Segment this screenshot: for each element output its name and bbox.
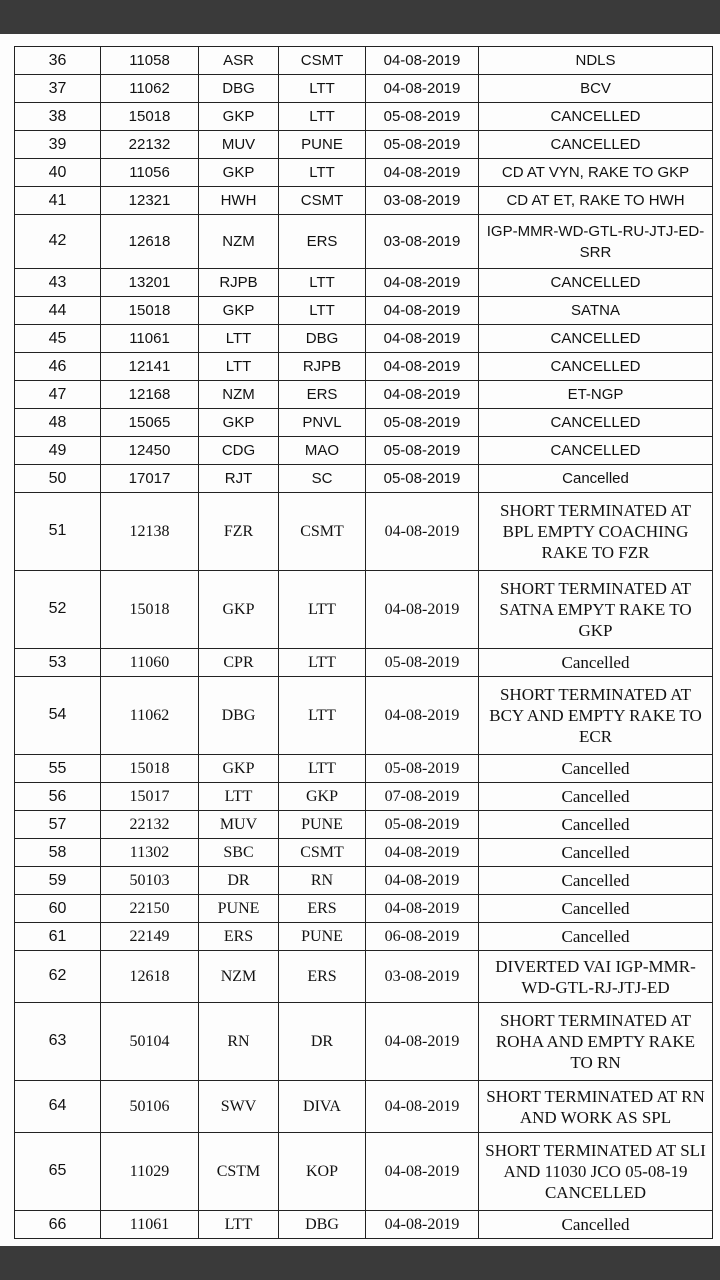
cell-date: 04-08-2019 (366, 47, 479, 75)
cell-train: 11062 (101, 677, 199, 755)
cell-train: 12450 (101, 437, 199, 465)
cell-remark: Cancelled (479, 465, 713, 493)
table-row (15, 325, 713, 353)
cell-date: 04-08-2019 (366, 895, 479, 923)
cell-train: 11029 (101, 1133, 199, 1211)
table-row (15, 1003, 713, 1081)
cell-date: 04-08-2019 (366, 493, 479, 571)
cell-date: 04-08-2019 (366, 839, 479, 867)
cell-to: ERS (279, 895, 366, 923)
cell-sno: 37 (15, 75, 101, 103)
cell-date: 04-08-2019 (366, 1211, 479, 1239)
cell-from: SBC (199, 839, 279, 867)
cell-date: 05-08-2019 (366, 811, 479, 839)
cell-remark: Cancelled (479, 923, 713, 951)
cell-remark: ET-NGP (479, 381, 713, 409)
table-row (15, 269, 713, 297)
cell-sno: 48 (15, 409, 101, 437)
cell-from: ASR (199, 47, 279, 75)
cell-from: RJT (199, 465, 279, 493)
cell-to: ERS (279, 951, 366, 1003)
cell-date: 04-08-2019 (366, 381, 479, 409)
cell-remark: Cancelled (479, 811, 713, 839)
cell-from: SWV (199, 1081, 279, 1133)
cell-remark: Cancelled (479, 1211, 713, 1239)
table-row (15, 159, 713, 187)
cell-from: RN (199, 1003, 279, 1081)
cell-date: 04-08-2019 (366, 1133, 479, 1211)
cell-remark: CD AT VYN, RAKE TO GKP (479, 159, 713, 187)
table-row (15, 493, 713, 571)
table-body (15, 47, 713, 1239)
cell-train: 17017 (101, 465, 199, 493)
table-row (15, 571, 713, 649)
cell-sno: 46 (15, 353, 101, 381)
cell-sno: 45 (15, 325, 101, 353)
cell-train: 15018 (101, 297, 199, 325)
table-row (15, 755, 713, 783)
cell-sno: 61 (15, 923, 101, 951)
cell-remark: CANCELLED (479, 325, 713, 353)
cell-train: 11060 (101, 649, 199, 677)
cell-remark: CANCELLED (479, 353, 713, 381)
cell-to: ERS (279, 215, 366, 269)
cell-to: KOP (279, 1133, 366, 1211)
cell-from: GKP (199, 297, 279, 325)
cell-to: PUNE (279, 811, 366, 839)
cell-to: LTT (279, 269, 366, 297)
cell-to: CSMT (279, 47, 366, 75)
table-row (15, 75, 713, 103)
cell-remark: CD AT ET, RAKE TO HWH (479, 187, 713, 215)
cell-train: 12141 (101, 353, 199, 381)
cell-sno: 44 (15, 297, 101, 325)
cell-to: CSMT (279, 839, 366, 867)
cell-sno: 41 (15, 187, 101, 215)
cell-date: 05-08-2019 (366, 649, 479, 677)
cell-sno: 40 (15, 159, 101, 187)
cell-train: 11058 (101, 47, 199, 75)
cell-train: 50104 (101, 1003, 199, 1081)
cell-remark: CANCELLED (479, 409, 713, 437)
table-row (15, 951, 713, 1003)
cell-train: 15018 (101, 571, 199, 649)
cell-remark: SHORT TERMINATED AT SATNA EMPYT RAKE TO GKP (479, 571, 713, 649)
table-row (15, 677, 713, 755)
cell-train: 12618 (101, 951, 199, 1003)
cell-to: DBG (279, 325, 366, 353)
cell-sno: 39 (15, 131, 101, 159)
cell-remark: SHORT TERMINATED AT RN AND WORK AS SPL (479, 1081, 713, 1133)
table-row (15, 47, 713, 75)
cell-sno: 54 (15, 677, 101, 755)
cell-sno: 58 (15, 839, 101, 867)
cell-sno: 49 (15, 437, 101, 465)
cell-to: ERS (279, 381, 366, 409)
cell-remark: SHORT TERMINATED AT BCY AND EMPTY RAKE TO ECR (479, 677, 713, 755)
cell-remark: BCV (479, 75, 713, 103)
cell-from: GKP (199, 755, 279, 783)
table-row (15, 895, 713, 923)
cell-train: 15017 (101, 783, 199, 811)
cell-sno: 63 (15, 1003, 101, 1081)
cell-date: 04-08-2019 (366, 75, 479, 103)
cell-remark: SHORT TERMINATED AT BPL EMPTY COACHING RAKE TO FZR (479, 493, 713, 571)
bottom-bar (0, 1246, 720, 1280)
cell-remark: DIVERTED VAI IGP-MMR-WD-GTL-RJ-JTJ-ED (479, 951, 713, 1003)
train-status-table (14, 46, 713, 1239)
cell-remark: CANCELLED (479, 269, 713, 297)
table-row (15, 187, 713, 215)
table-row (15, 1133, 713, 1211)
cell-sno: 59 (15, 867, 101, 895)
cell-sno: 57 (15, 811, 101, 839)
cell-sno: 42 (15, 215, 101, 269)
cell-train: 11056 (101, 159, 199, 187)
cell-to: GKP (279, 783, 366, 811)
cell-train: 22149 (101, 923, 199, 951)
cell-date: 04-08-2019 (366, 325, 479, 353)
cell-from: MUV (199, 811, 279, 839)
cell-sno: 43 (15, 269, 101, 297)
cell-date: 04-08-2019 (366, 353, 479, 381)
cell-remark: Cancelled (479, 867, 713, 895)
cell-train: 11061 (101, 325, 199, 353)
cell-from: GKP (199, 409, 279, 437)
table-row (15, 867, 713, 895)
table-row (15, 783, 713, 811)
cell-remark: CANCELLED (479, 437, 713, 465)
cell-to: SC (279, 465, 366, 493)
cell-to: LTT (279, 571, 366, 649)
cell-from: PUNE (199, 895, 279, 923)
cell-from: LTT (199, 325, 279, 353)
cell-sno: 52 (15, 571, 101, 649)
cell-date: 03-08-2019 (366, 951, 479, 1003)
cell-from: LTT (199, 353, 279, 381)
cell-sno: 65 (15, 1133, 101, 1211)
cell-from: NZM (199, 215, 279, 269)
cell-from: RJPB (199, 269, 279, 297)
cell-date: 06-08-2019 (366, 923, 479, 951)
cell-date: 03-08-2019 (366, 187, 479, 215)
cell-remark: SATNA (479, 297, 713, 325)
cell-train: 15018 (101, 103, 199, 131)
cell-date: 05-08-2019 (366, 103, 479, 131)
cell-remark: SHORT TERMINATED AT SLI AND 11030 JCO 05-08-19 CANCELLED (479, 1133, 713, 1211)
table-row (15, 465, 713, 493)
cell-from: CPR (199, 649, 279, 677)
cell-to: CSMT (279, 187, 366, 215)
cell-from: GKP (199, 103, 279, 131)
top-bar (0, 0, 720, 34)
cell-to: LTT (279, 755, 366, 783)
cell-train: 22132 (101, 811, 199, 839)
cell-sno: 64 (15, 1081, 101, 1133)
cell-sno: 47 (15, 381, 101, 409)
cell-train: 12138 (101, 493, 199, 571)
cell-date: 04-08-2019 (366, 677, 479, 755)
table-row (15, 215, 713, 269)
cell-date: 05-08-2019 (366, 409, 479, 437)
cell-date: 07-08-2019 (366, 783, 479, 811)
cell-train: 50103 (101, 867, 199, 895)
cell-sno: 62 (15, 951, 101, 1003)
table-row (15, 1081, 713, 1133)
cell-train: 50106 (101, 1081, 199, 1133)
cell-remark: Cancelled (479, 839, 713, 867)
cell-sno: 60 (15, 895, 101, 923)
cell-from: GKP (199, 571, 279, 649)
cell-to: PUNE (279, 131, 366, 159)
table-row (15, 839, 713, 867)
cell-sno: 38 (15, 103, 101, 131)
cell-to: DR (279, 1003, 366, 1081)
cell-date: 04-08-2019 (366, 297, 479, 325)
table-row (15, 131, 713, 159)
cell-train: 22132 (101, 131, 199, 159)
cell-sno: 66 (15, 1211, 101, 1239)
cell-remark: SHORT TERMINATED AT ROHA AND EMPTY RAKE TO RN (479, 1003, 713, 1081)
cell-to: LTT (279, 297, 366, 325)
cell-sno: 36 (15, 47, 101, 75)
cell-from: NZM (199, 381, 279, 409)
cell-to: LTT (279, 159, 366, 187)
cell-to: LTT (279, 75, 366, 103)
cell-train: 12321 (101, 187, 199, 215)
table-row (15, 103, 713, 131)
cell-date: 03-08-2019 (366, 215, 479, 269)
cell-to: RN (279, 867, 366, 895)
cell-from: CDG (199, 437, 279, 465)
cell-train: 12168 (101, 381, 199, 409)
cell-remark: CANCELLED (479, 131, 713, 159)
cell-from: HWH (199, 187, 279, 215)
table-row (15, 381, 713, 409)
cell-date: 05-08-2019 (366, 437, 479, 465)
cell-train: 13201 (101, 269, 199, 297)
cell-sno: 51 (15, 493, 101, 571)
cell-remark: Cancelled (479, 895, 713, 923)
cell-train: 22150 (101, 895, 199, 923)
cell-date: 05-08-2019 (366, 131, 479, 159)
table-row (15, 1211, 713, 1239)
cell-sno: 53 (15, 649, 101, 677)
cell-sno: 55 (15, 755, 101, 783)
cell-to: DIVA (279, 1081, 366, 1133)
cell-from: CSTM (199, 1133, 279, 1211)
cell-to: DBG (279, 1211, 366, 1239)
cell-sno: 56 (15, 783, 101, 811)
cell-to: MAO (279, 437, 366, 465)
cell-to: PUNE (279, 923, 366, 951)
cell-remark: IGP-MMR-WD-GTL-RU-JTJ-ED-SRR (479, 215, 713, 269)
cell-from: FZR (199, 493, 279, 571)
cell-train: 15018 (101, 755, 199, 783)
cell-from: NZM (199, 951, 279, 1003)
cell-to: CSMT (279, 493, 366, 571)
table-row (15, 409, 713, 437)
table-row (15, 923, 713, 951)
cell-from: DBG (199, 75, 279, 103)
table-row (15, 297, 713, 325)
cell-to: LTT (279, 649, 366, 677)
table-row (15, 353, 713, 381)
cell-from: MUV (199, 131, 279, 159)
cell-remark: Cancelled (479, 649, 713, 677)
cell-date: 04-08-2019 (366, 1081, 479, 1133)
cell-remark: NDLS (479, 47, 713, 75)
cell-date: 04-08-2019 (366, 571, 479, 649)
cell-remark: CANCELLED (479, 103, 713, 131)
cell-train: 11061 (101, 1211, 199, 1239)
cell-train: 15065 (101, 409, 199, 437)
table-row (15, 811, 713, 839)
table-row (15, 649, 713, 677)
cell-from: LTT (199, 1211, 279, 1239)
cell-from: LTT (199, 783, 279, 811)
cell-remark: Cancelled (479, 783, 713, 811)
cell-date: 05-08-2019 (366, 465, 479, 493)
cell-to: LTT (279, 677, 366, 755)
cell-train: 12618 (101, 215, 199, 269)
cell-train: 11302 (101, 839, 199, 867)
cell-to: PNVL (279, 409, 366, 437)
cell-train: 11062 (101, 75, 199, 103)
cell-from: GKP (199, 159, 279, 187)
cell-to: RJPB (279, 353, 366, 381)
cell-remark: Cancelled (479, 755, 713, 783)
cell-date: 04-08-2019 (366, 867, 479, 895)
cell-to: LTT (279, 103, 366, 131)
cell-from: DBG (199, 677, 279, 755)
cell-date: 04-08-2019 (366, 159, 479, 187)
cell-date: 04-08-2019 (366, 1003, 479, 1081)
cell-date: 05-08-2019 (366, 755, 479, 783)
cell-sno: 50 (15, 465, 101, 493)
table-row (15, 437, 713, 465)
cell-from: ERS (199, 923, 279, 951)
cell-date: 04-08-2019 (366, 269, 479, 297)
cell-from: DR (199, 867, 279, 895)
